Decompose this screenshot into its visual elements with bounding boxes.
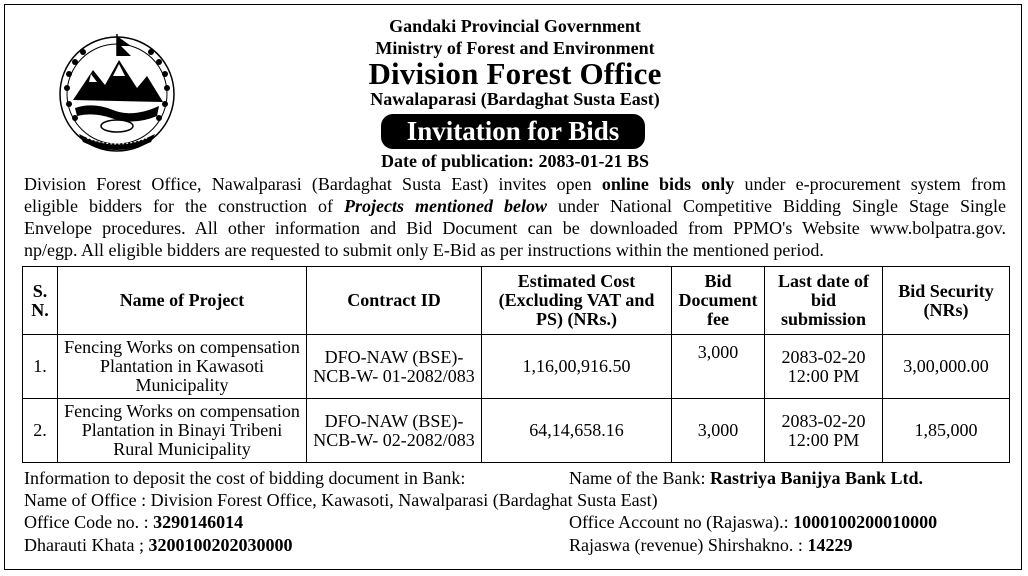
cell-sn: 2. <box>23 399 58 463</box>
cell-date: 2083-02-20 12:00 PM <box>765 335 883 399</box>
publication-date: Date of publication: 2083-01-21 BS <box>380 151 649 171</box>
col-fee: Bid Document fee <box>672 267 765 335</box>
cell-security: 3,00,000.00 <box>883 335 1010 399</box>
office-name-value: Division Forest Office, Kawasoti, Nawalparasi (Bardaghat Susta East) <box>150 490 658 510</box>
dharauti-value: 3200100202030000 <box>148 535 293 555</box>
table-row <box>23 399 1010 463</box>
col-name: Name of Project <box>58 267 307 335</box>
cell-fee: 3,000 <box>672 399 765 463</box>
dharauti-label: Dharauti Khata ; <box>24 535 149 555</box>
shirshak-line <box>569 535 852 556</box>
bank-name-line <box>569 468 923 489</box>
col-security: Bid Security (NRs) <box>883 267 1010 335</box>
intro-line-3: Envelope procedures. All other information and Bid Document can be downloaded from PPMO's Website www.bolpatra.gov. <box>24 218 1006 238</box>
col-contract: Contract ID <box>307 267 482 335</box>
office-location: Nawalaparasi (Bardaghat Susta East) <box>370 89 660 109</box>
account-line <box>569 512 937 533</box>
cell-name: Fencing Works on compensation Plantation in Binayi Tribeni Rural Municipality <box>58 399 307 463</box>
projects-table <box>22 266 1010 463</box>
table-row <box>23 335 1010 399</box>
office-name-line <box>24 490 658 511</box>
bank-info-label: Information to deposit the cost of bidding document in Bank: <box>24 468 466 488</box>
cell-fee: 3,000 <box>672 335 765 399</box>
cell-contract: DFO-NAW (BSE)-NCB-W- 02-2082/083 <box>307 399 482 463</box>
government-name: Gandaki Provincial Government <box>389 16 641 36</box>
cell-cost: 1,16,00,916.50 <box>482 335 672 399</box>
intro-line-4: np/egp. All eligible bidders are requested to submit only E-Bid as per instructions within the mentioned period. <box>24 240 824 260</box>
intro-paragraph <box>24 173 1006 261</box>
cell-sn: 1. <box>23 335 58 399</box>
col-date: Last date of bid submission <box>765 267 883 335</box>
invitation-banner: Invitation for Bids <box>381 114 645 149</box>
bank-name-value: Rastriya Banijya Bank Ltd. <box>709 468 924 488</box>
account-value: 1000100200010000 <box>793 512 938 532</box>
shirshak-label: Rajaswa (revenue) Shirshakno. : <box>569 535 808 555</box>
intro-bold-italic: Projects mentioned below <box>343 196 547 216</box>
dharauti-line <box>24 535 292 556</box>
table-header-row <box>23 267 1010 335</box>
intro-line-1 <box>24 173 1006 195</box>
ministry-name: Ministry of Forest and Environment <box>375 38 655 58</box>
col-sn: S. N. <box>23 267 58 335</box>
account-label: Office Account no (Rajaswa).: <box>569 512 794 532</box>
bank-name-label: Name of the Bank: <box>569 468 710 488</box>
office-code-line <box>24 512 243 533</box>
office-code-label: Office Code no. : <box>24 512 154 532</box>
office-code-value: 3290146014 <box>153 512 244 532</box>
office-name-label: Name of Office : <box>24 490 151 510</box>
intro-bold: online bids only <box>601 174 735 194</box>
intro-text: Division Forest Office, Nawalparasi (Bardaghat Susta East) invites open <box>24 174 602 194</box>
cell-date: 2083-02-20 12:00 PM <box>765 399 883 463</box>
intro-text: eligible bidders for the construction of <box>24 196 344 216</box>
cell-security: 1,85,000 <box>883 399 1010 463</box>
cell-name: Fencing Works on compensation Plantation in Kawasoti Municipality <box>58 335 307 399</box>
nepal-government-emblem-icon <box>53 30 181 154</box>
office-title: Division Forest Office <box>368 56 662 91</box>
intro-line-2 <box>24 195 1006 217</box>
col-cost: Estimated Cost (Excluding VAT and PS) (NRs.) <box>482 267 672 335</box>
cell-cost: 64,14,658.16 <box>482 399 672 463</box>
intro-text: under National Competitive Bidding Single Stage Single <box>546 196 1006 216</box>
shirshak-value: 14229 <box>807 535 853 555</box>
cell-contract: DFO-NAW (BSE)-NCB-W- 01-2082/083 <box>307 335 482 399</box>
intro-text: under e-procurement system from <box>734 174 1006 194</box>
